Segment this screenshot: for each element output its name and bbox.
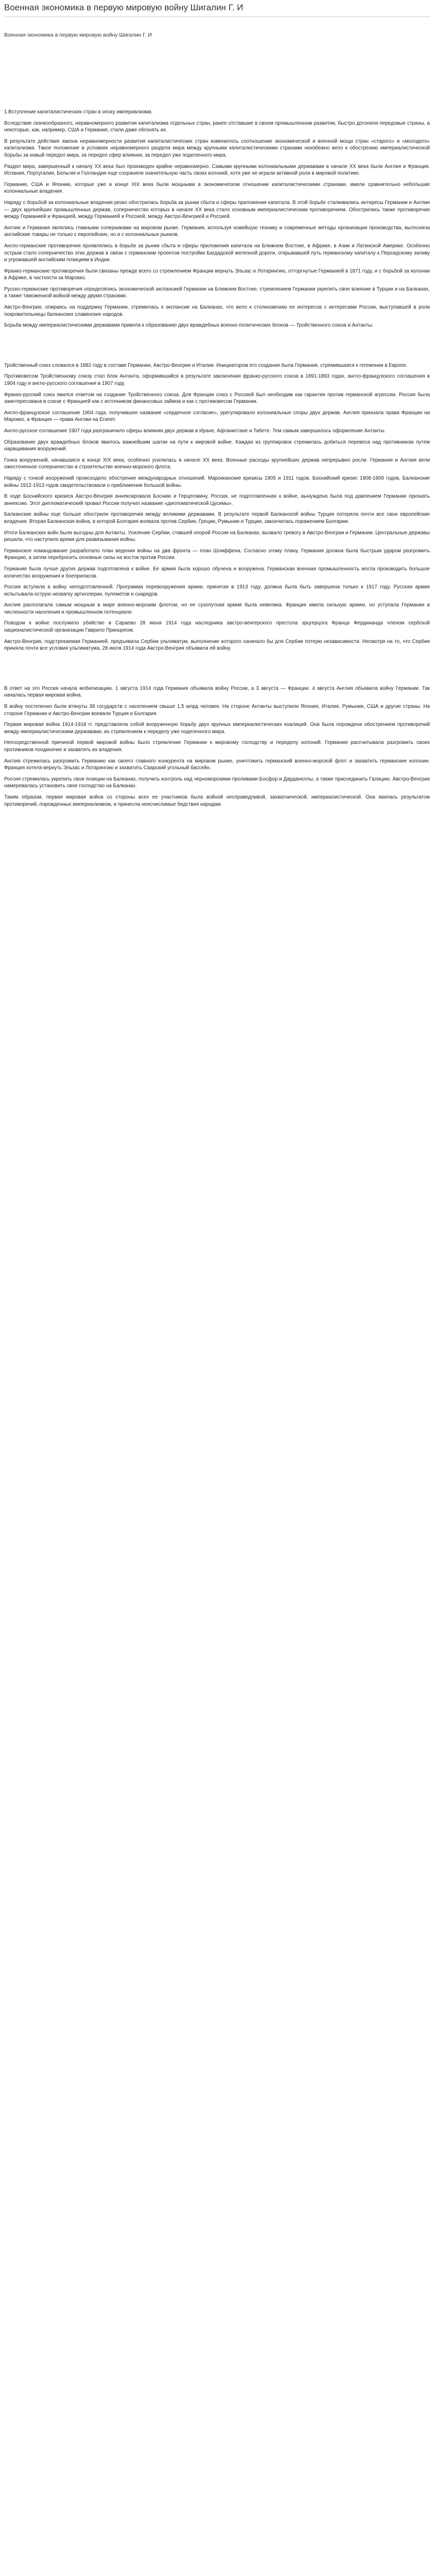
document-body: [4, 109, 430, 808]
body-paragraph: В ответ на это Россия начала мобилизацию. 1 августа 1914 года Германия объявила войну России, а 3 августа — Франции. 4 августа Англия объявила войну Германии. Так началась первая мировая война.: [4, 685, 430, 699]
body-paragraph: Англо-французское соглашение 1904 года, получившее название «сердечное согласие», урегулировало колониальные споры двух держав. Англия признала права Франции на Марокко, а Франция — права Англии на Египет.: [4, 410, 430, 423]
body-paragraph: Россия стремилась укрепить свои позиции на Балканах, получить контроль над черноморскими проливами Босфор и Дарданеллы, а также присоединить Галицию. Австро-Венгрия намеревалась установить свое господство на Балканах.: [4, 776, 430, 789]
body-paragraph: Русско-германские противоречия определялись экономической экспансией Германии на Ближнем Востоке, стремлением Германии укрепить свое влияние в Турции и на Балканах, а также таможенной войной между двумя странами.: [4, 286, 430, 299]
body-paragraph: Первая мировая война 1914-1918 гг. представляла собой вооруженную борьбу двух крупных империалистических коалиций. Она была порождена обострением противоречий между империалистическими державами, их стремлением к переделу уже поделенного мира.: [4, 722, 430, 735]
body-paragraph: Таким образом, первая мировая война со стороны всех ее участников была войной несправедливой, захватнической, империалистической. Она явилась результатом противоречий, порожденных империализмом, и принесла неисчислимые бедствия народам.: [4, 794, 430, 807]
body-paragraph: Тройственный союз сложился в 1882 году в составе Германии, Австро-Венгрии и Италии. Инициатором его создания была Германия, стремившаяся к гегемонии в Европе.: [4, 362, 408, 368]
body-paragraph: Противовесом Тройственному союзу стал блок Антанта, оформившийся в результате заключения франко-русского союза в 1891-1893 годах, англо-французского соглашения в 1904 году и англо-русского соглашения в 1907 году.: [4, 374, 430, 387]
body-paragraph: Англия располагала самым мощным в мире военно-морским флотом, но ее сухопутная армия была невелика. Франция имела сильную армию, но уступала Германии в численности населения и промышленном потенциале.: [4, 602, 430, 615]
document-page: [0, 0, 436, 827]
body-paragraph: Австро-Венгрия, подстрекаемая Германией, предъявила Сербии ультиматум, выполнение которого означало бы для Сербии потерю независимости. Несмотря на то, что Сербия приняла почти все условия ультиматума, 28 июля 1914 года Австро-Венгрия объявила ей войну.: [4, 638, 430, 652]
body-paragraph: 1.Вступление капиталистических стран в эпоху империализма.: [4, 109, 153, 115]
body-paragraph: Непосредственной причиной первой мировой войны было стремление Германии к мировому господству и переделу колоний. Германия рассчитывала разгромить своих противников поодиночке и захватить их владения.: [4, 740, 430, 753]
page-title: Военная экономика в первую мировую войну Шигалин Г. И: [4, 3, 243, 12]
body-paragraph: Итоги Балканских войн были выгодны для Антанты. Усиление Сербии, ставшей опорой России на Балканах, вызвало тревогу в Австро-Венгрии и Германии. Центральные державы решили, что наступило время для развязывания войны.: [4, 530, 430, 543]
body-paragraph: Германия, США и Японию, которые уже в конце XIX века были мощными в экономическом отношении капиталистическими странами, имели сравнительно небольшие колониальные владения.: [4, 181, 430, 195]
body-paragraph: Англия стремилась разгромить Германию как своего главного конкурента на мировом рынке, уничтожить германский военно-морской флот и захватить германские колонии. Франция хотела вернуть Эльзас и Лотарингию и захватить Саарский угольный бассейн.: [4, 758, 430, 771]
body-paragraph: Германское командование разработало план ведения войны на два фронта — план Шлиффена. Согласно этому плану, Германия должна была быстрым ударом разгромить Францию, а затем перебросить основные силы на восток против России.: [4, 548, 430, 561]
body-paragraph: Франко-германские противоречия были связаны прежде всего со стремлением Франции вернуть Эльзас и Лотарингию, отторгнутые Германией в 1871 году, и с борьбой за колонии в Африке, в частности за Марокко.: [4, 268, 430, 281]
body-paragraph: В ходе Боснийского кризиса Австро-Венгрия аннексировала Боснию и Герцеговину. Россия, не подготовленная к войне, вынуждена была под давлением Германии признать аннексию. Этот дипломатический провал России получил название «дипломатической Цусимы».: [4, 494, 430, 506]
body-paragraph: В результате действия закона неравномерности развития капиталистических стран изменилось соотношение экономической и военной мощи стран «старого» и «молодого» капитализма. Такое положение в условиях неравномерного раздела мира между крупными капиталистическими странами неизбежно вело к обострению империалистической борьбы за новый передел мира, за передел сфер влияния, за передел уже поделенного мира.: [4, 138, 430, 158]
body-paragraph: Борьба между империалистическими державами привела к образованию двух враждебных военно-политических блоков — Тройственного союза и Антанты.: [4, 323, 374, 329]
body-paragraph: Поводом к войне послужило убийство в Сараево 28 июня 1914 года наследника австро-венгерского престола эрцгерцога Франца Фердинанда членом сербской националистической организации Гаврило Принципом.: [4, 620, 430, 634]
body-paragraph: Раздел мира, завершенный к началу XX века был произведен крайне неравномерно. Самыми крупными колониальными державами в начале XX века были Англия и Франция. Испания, Португалия, Бельгия и Голландия еще сохраняли значительную часть своих колоний, хотя уже не играли активной роли в мировой политике.: [4, 163, 430, 177]
body-paragraph: Образование двух враждебных блоков явилось важнейшим шагом на пути к мировой войне. Каждая из группировок стремилась добиться перевеса над противником путем наращивания вооружений.: [4, 439, 430, 452]
body-paragraph: Англо-германские противоречия проявлялись в борьбе за рынки сбыта и сферы приложения капитала на Ближнем Востоке, в Африке, в Азии и Латинской Америке. Особенно острым стало соперничество этих держав в связи с германским проектом постройки Багдадской железной дороги, открывавшей путь германскому капиталу к Персидскому заливу и угрожавшей английским позициям в Индии.: [4, 243, 430, 263]
document-subtitle: Военная экономика в первую мировую войну Шигалин Г. И: [4, 32, 152, 38]
body-paragraph: Гонка вооружений, начавшаяся в конце XIX века, особенно усилилась в начале XX века. Военные расходы крупнейших держав непрерывно росли. Германия и Англия вели ожесточенное соперничество в строительстве военно-морского флота.: [4, 457, 430, 470]
body-paragraph: Наряду с гонкой вооружений происходило обострение международных отношений. Марокканские кризисы 1905 и 1911 годов, Боснийский кризис 1908-1909 годов, Балканские войны 1912-1913 годов свидетельствовали о приближении большой войны.: [4, 475, 430, 488]
body-paragraph: Вследствие скачкообразного, неравномерного развития капитализма отдельных стран, ранее отставшие в своем промышленном развитии, быстро догоняли передовые страны, а некоторые, как, например, США и Германия, стали даже обгонять их.: [4, 120, 430, 133]
body-paragraph: В войну постепенно были втянуты 38 государств с населением свыше 1,5 млрд человек. На стороне Антанты выступили Япония, Италия, Румыния, США и другие страны. На стороне Германии и Австро-Венгрии воевали Турция и Болгария.: [4, 704, 430, 717]
title-divider: [4, 16, 430, 17]
body-paragraph: Франко-русский союз явился ответом на создание Тройственного союза. Для Франции союз с Россией был необходим как гарантия против германской агрессии. Россия была заинтересована в союзе с Францией как с источником финансовых займов и как с противовесом Германии.: [4, 392, 430, 405]
body-paragraph: Англо-русское соглашение 1907 года разграничило сферы влияния двух держав в Иране, Афганистане и Тибете. Тем самым завершилось оформление Антанты.: [4, 428, 386, 434]
body-paragraph: Наряду с борьбой за колониальные владения резко обострилась борьба за рынки сбыта и сферы приложения капитала. В этой борьбе сталкивались интересы Германии и Англии — двух крупнейших промышленных держав, соперничество которых в начале XX века стало основным империалистическим противоречием. Обострились также противоречия между Германией и Францией, между Германией и Россией, между Австро-Венгрией и Россией.: [4, 199, 430, 220]
body-paragraph: Балканские войны еще больше обострили противоречия между великими державами. В результате первой Балканской войны Турция потеряла почти все свои европейские владения. Вторая Балканская война, в которой Болгария воевала против Сербии, Греции, Румынии и Турции, закончилась поражением Болгарии.: [4, 512, 430, 524]
body-paragraph: Россия вступила в войну неподготовленной. Программа перевооружения армии, принятая в 1913 году, должна была быть завершена только к 1917 году. Русская армия испытывала острую нехватку артиллерии, пулеметов и снарядов.: [4, 584, 430, 597]
body-paragraph: Австро-Венгрия, опираясь на поддержку Германии, стремилась к экспансии на Балканах, что вело к столкновению ее интересов с интересами России, выступавшей в роли покровительницы балканских славянских народов.: [4, 304, 430, 317]
body-paragraph: Германия была лучше других держав подготовлена к войне. Ее армия была хорошо обучена и вооружена. Германская военная промышленность могла производить большое количество вооружения и боеприпасов.: [4, 566, 430, 579]
body-paragraph: Англия и Германия являлись главными соперниками на мировом рынке. Германия, используя новейшую технику и современные методы организации производства, вытесняла английские товары не только с европейских, но и с колониальных рынков.: [4, 225, 430, 238]
